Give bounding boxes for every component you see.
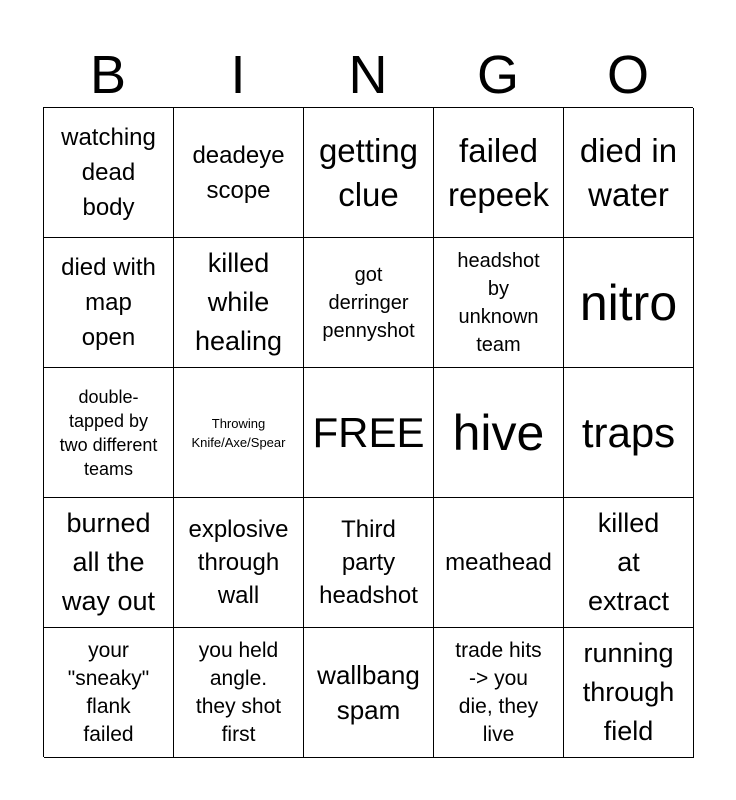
bingo-cell[interactable] — [44, 628, 174, 758]
bingo-cell[interactable] — [434, 108, 564, 238]
bingo-cell[interactable] — [44, 498, 174, 628]
cell-text: traps — [581, 408, 676, 456]
bingo-cell[interactable] — [564, 108, 694, 238]
free-space[interactable] — [304, 368, 434, 498]
cell-text: running through field — [582, 638, 675, 746]
cell-text: died with map open — [61, 254, 156, 351]
cell-text: headshot by unknown team — [457, 249, 540, 356]
cell-text: hive — [452, 404, 545, 461]
bingo-cell[interactable] — [304, 238, 434, 368]
cell-text: deadeye scope — [192, 141, 285, 204]
cell-text: failed repeek — [448, 131, 549, 213]
header-letter-n: N — [348, 45, 388, 105]
cell-text: meathead — [445, 549, 552, 576]
bingo-cell[interactable] — [564, 238, 694, 368]
header-letter-b: B — [89, 45, 127, 105]
header-letter-o: O — [606, 45, 649, 105]
cell-text: killed at extract — [587, 508, 670, 616]
bingo-cell[interactable] — [434, 368, 564, 498]
bingo-cell[interactable] — [434, 498, 564, 628]
bingo-cell[interactable] — [434, 238, 564, 368]
cell-text: killed while healing — [194, 248, 283, 356]
bingo-cell[interactable] — [174, 498, 304, 628]
cell-text: wallbang spam — [317, 659, 420, 725]
cell-text: your "sneaky" flank failed — [67, 638, 150, 746]
cell-text: died in water — [579, 131, 678, 213]
header-letter-g: G — [476, 45, 519, 105]
cell-text: watching dead body — [61, 124, 156, 221]
bingo-cell[interactable] — [174, 368, 304, 498]
cell-text: Throwing Knife/Axe/Spear — [191, 415, 286, 450]
bingo-cell[interactable] — [44, 108, 174, 238]
bingo-cell[interactable] — [564, 628, 694, 758]
cell-text: you held angle. they shot first — [195, 638, 282, 746]
bingo-cell[interactable] — [304, 628, 434, 758]
bingo-cell[interactable] — [304, 108, 434, 238]
cell-text: double- tapped by two different teams — [59, 386, 158, 479]
bingo-cell[interactable] — [44, 368, 174, 498]
bingo-cell[interactable] — [174, 238, 304, 368]
bingo-cell[interactable] — [304, 498, 434, 628]
bingo-header — [43, 42, 693, 108]
cell-text: getting clue — [318, 131, 419, 213]
bingo-cell[interactable] — [174, 108, 304, 238]
cell-text: FREE — [312, 408, 425, 456]
bingo-cell[interactable] — [564, 368, 694, 498]
bingo-cell[interactable] — [564, 498, 694, 628]
cell-text: burned all the way out — [61, 508, 156, 616]
cell-text: Third party headshot — [319, 516, 418, 609]
cell-text: nitro — [579, 274, 678, 331]
bingo-grid — [43, 107, 693, 757]
cell-text: trade hits -> you die, they live — [455, 638, 542, 746]
header-letter-i: I — [230, 45, 246, 105]
bingo-cell[interactable] — [434, 628, 564, 758]
cell-text: got derringer pennyshot — [322, 263, 415, 342]
cell-text: explosive through wall — [188, 516, 289, 609]
bingo-cell[interactable] — [44, 238, 174, 368]
bingo-cell[interactable] — [174, 628, 304, 758]
